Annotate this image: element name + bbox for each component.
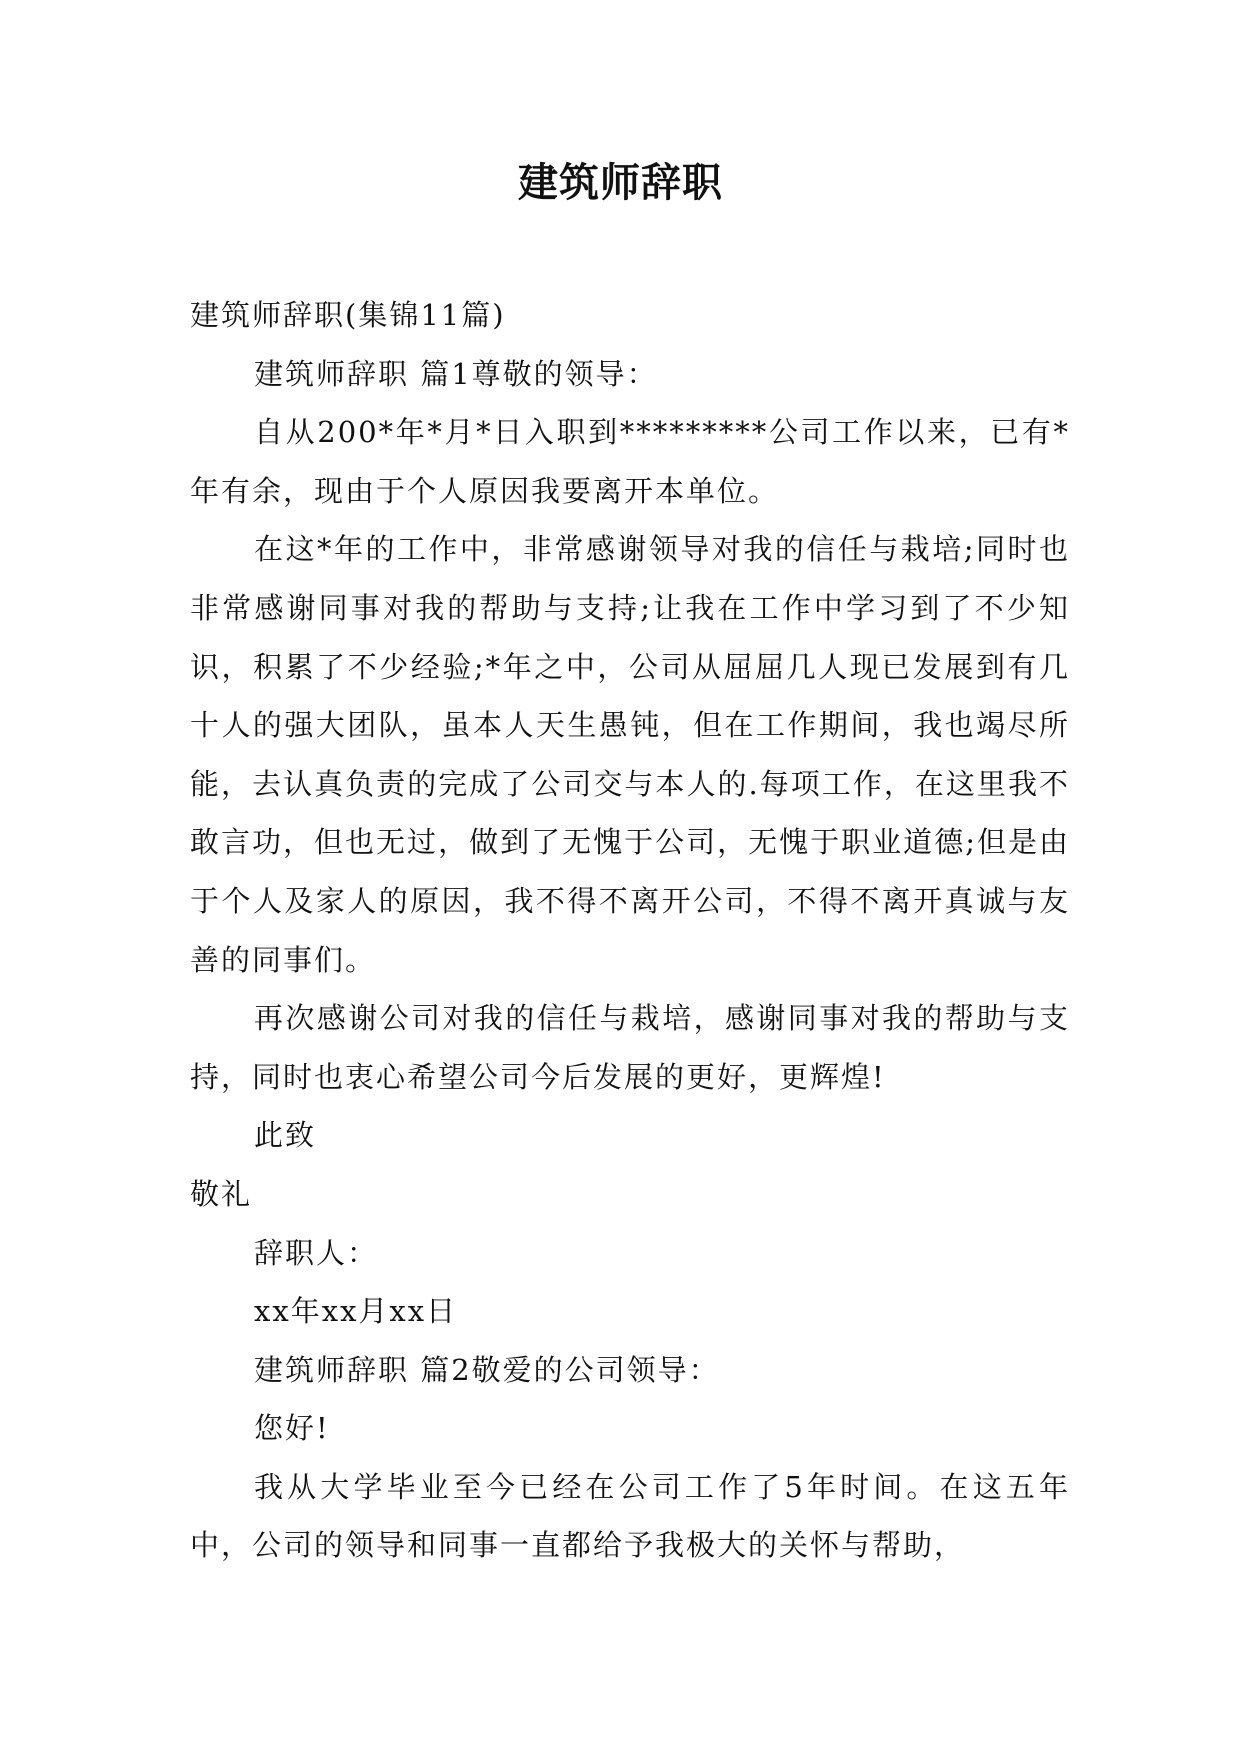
paragraph-letter1-thanks: 再次感谢公司对我的信任与栽培，感谢同事对我的帮助与支持，同时也衷心希望公司今后发展的更好，更辉煌!: [190, 1001, 1070, 1094]
paragraph-letter2-body: 我从大学毕业至今已经在公司工作了5年时间。在这五年中，公司的领导和同事一直都给予我极大的关怀与帮助，: [190, 1469, 1070, 1563]
paragraph-letter2-greeting: 您好!: [254, 1411, 330, 1446]
paragraph-date: xx年xx月xx日: [254, 1294, 458, 1329]
document-title: 建筑师辞职: [518, 159, 723, 206]
paragraph-collection-heading: 建筑师辞职(集锦11篇): [190, 298, 506, 332]
paragraph-closing-cizhi: 此致: [254, 1118, 317, 1153]
paragraph-closing-jingli: 敬礼: [190, 1176, 253, 1211]
paragraph-letter1-body: 在这*年的工作中，非常感谢领导对我的信任与栽培;同时也非常感谢同事对我的帮助与支持;让我在工作中学习到了不少知识，积累了不少经验;*年之中，公司从屈屈几人现已发展到有几十人的强大团队，虽本人天生愚钝，但在工作期间，我也竭尽所能，去认真负责的完成了公司交与本人的.每项工作，在这里我不敢言功，但也无过，做到了无愧于公司，无愧于职业道德;但是由于个人及家人的原因，我不得不离开公司，不得不离开真诚与友善的同事们。: [190, 532, 1070, 977]
document-body: [190, 286, 1070, 1575]
paragraph-letter1-salutation: 建筑师辞职 篇1尊敬的领导：: [254, 356, 658, 391]
paragraph-letter2-salutation: 建筑师辞职 篇2敬爱的公司领导：: [254, 1352, 720, 1387]
paragraph-signer: 辞职人：: [254, 1235, 379, 1270]
paragraph-letter1-intro: 自从200*年*月*日入职到*********公司工作以来，已有*年有余，现由于个人原因我要离开本单位。: [190, 415, 1070, 508]
